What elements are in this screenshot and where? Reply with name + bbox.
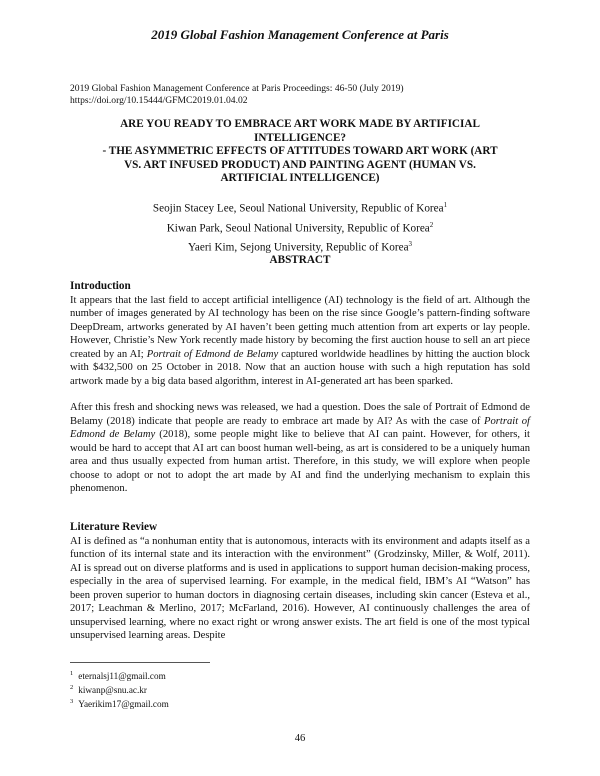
footnote-mark: 3 [408, 240, 413, 249]
author-line: Kiwan Park, Seoul National University, Republic of Korea$^2$ [166, 220, 434, 235]
page-number: 46 [294, 733, 306, 744]
footnote-divider [70, 662, 210, 663]
literature-review-paragraph-1: AI is defined as “a nonhuman entity that is autonomous, interacts with its environment and adapts itself as a function of its internal state and its interaction with the environment” (Grodzinsky, Miller, & Wolf, 2011). AI is spread out on diverse platforms and is used in applications to support human decision-making process, especially in the area of supervised learning. For example, in the medical field, IBM’s AI “Watson” has been proven superior to human doctors in diagnosing certain diseases, including skin cancer (Esteva et al., 2017; Leachman & Merlino, 2017; McFarland, 2016). However, AI continuously challenges the area of unsupervised learning, where no exact right or wrong answer exists. The art field is one of the most typical unsupervised learning areas. Despite [70, 535, 530, 641]
footnote-mark: 1 [443, 201, 448, 209]
abstract-heading: ABSTRACT [269, 254, 331, 266]
doi-line: https://doi.org/10.15444/GFMC2019.01.04.02 [70, 95, 248, 106]
introduction-section [70, 280, 530, 509]
footnote: $^1$ eternalsj11@gmail.com [70, 670, 166, 682]
footnotes [70, 668, 169, 710]
author-list [0, 197, 600, 256]
proceedings-line: 2019 Global Fashion Management Conference at Paris Proceedings: 46-50 (July 2019) [70, 83, 404, 94]
introduction-paragraph-2: After this fresh and shocking news was released, we had a question. Does the sale of Portrait of Edmond de Belamy (2018) indicate that people are ready to embrace art made by AI? As with the case of Portrait of Edmond de Belamy (2018), some people might like to believe that AI can paint. However, for others, it would be hard to accept that AI art can boost human well-being, as art is considered to be a uniquely human area and thus usually expected from human artist. Therefore, in this study, we will explore when people choose to adopt or not to adopt the art made by AI and find the underlying mechanism to explain this phenomenon. [70, 402, 530, 494]
running-header: 2019 Global Fashion Management Conference at Paris [151, 27, 449, 42]
footnote: $^3$ Yaerikim17@gmail.com [70, 698, 169, 710]
author-line: Yaeri Kim, Sejong University, Republic of Korea$^3$ [187, 240, 413, 255]
author-line: Seojin Stacey Lee, Seoul National University, Republic of Korea$^1$ [152, 201, 448, 215]
title-main: ARE YOU READY TO EMBRACE ART WORK MADE BY ARTIFICIAL INTELLIGENCE? [120, 118, 480, 144]
footnote-mark: 2 [429, 220, 434, 229]
publication-meta [70, 83, 404, 107]
literature-review-section [70, 521, 530, 656]
introduction-paragraph-1: It appears that the last field to accept artificial intelligence (AI) technology is the field of art. Although the number of images generated by AI technology has been on the rise since Google’s pattern-finding software DeepDream, artworks generated by AI haven’t been getting much attention from art experts or lay people. However, Christie’s New York recently made history by becoming the first auction house to sell an art piece created by an AI; Portrait of Edmond de Belamy captured worldwide headlines by hitting the auction block with $432,500 on 25 October in 2018. Now that an auction house with such a high reputation has sold artwork made by a big data based algorithm, interest in AI-generated art has been sparked. [70, 294, 530, 387]
paper-title [95, 118, 505, 186]
title-subtitle: - THE ASYMMETRIC EFFECTS OF ATTITUDES TOWARD ART WORK (ART VS. ART INFUSED PRODUCT) AND PAINTING AGENT (HUMAN VS. ARTIFICIAL INTELLIGENCE) [102, 145, 498, 185]
footnote: $^2$ kiwanp@snu.ac.kr [70, 684, 147, 696]
section-heading-literature-review: Literature Review [70, 521, 158, 533]
section-heading-introduction: Introduction [70, 280, 131, 292]
